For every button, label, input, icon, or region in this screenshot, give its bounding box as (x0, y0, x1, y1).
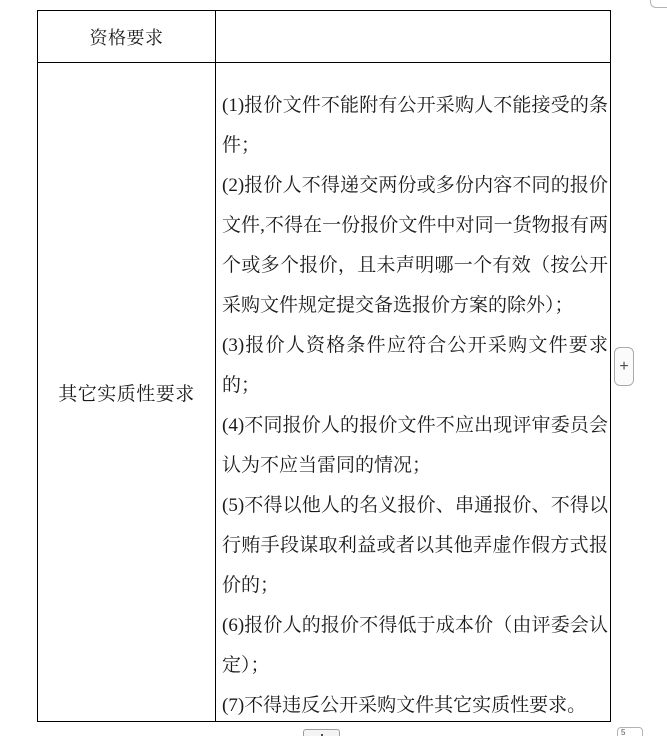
requirement-item: (3)报价人资格条件应符合公开采购文件要求的； (222, 335, 608, 396)
requirement-item: (7)不得违反公开采购文件其它实质性要求。 (222, 695, 587, 716)
insert-row-button-partial[interactable] (303, 729, 340, 736)
requirements-table (37, 10, 611, 722)
qualification-requirements-label: 资格要求 (89, 27, 164, 48)
insert-plus-button[interactable] (614, 347, 634, 386)
other-substantive-requirements-header-cell (38, 63, 216, 721)
plus-icon: + (619, 357, 629, 375)
scroll-up-button-partial[interactable] (650, 0, 667, 8)
requirement-item: (2)报价人不得递交两份或多份内容不同的报价文件,不得在一份报价文件中对同一货物报有两个或多个报价，且未声明哪一个有效（按公开采购文件规定提交备选报价方案的除外）； (222, 175, 608, 316)
other-substantive-requirements-list-cell (216, 63, 610, 721)
requirement-item: (1)报价文件不能附有公开采购人不能接受的条件； (222, 95, 608, 156)
requirement-item: (6)报价人的报价不得低于成本价（由评委会认定）； (222, 615, 608, 676)
corner-glyph-icon: 5 (621, 728, 626, 736)
qualification-requirements-header-cell (38, 11, 216, 63)
requirement-item: (4)不同报价人的报价文件不应出现评审委员会认为不应当雷同的情况； (222, 415, 608, 476)
other-substantive-requirements-label: 其它实质性要求 (58, 383, 195, 405)
corner-button-partial[interactable] (617, 727, 643, 736)
requirement-item: (5)不得以他人的名义报价、串通报价、不得以行贿手段谋取利益或者以其他弄虚作假方式报价的； (222, 495, 608, 596)
qualification-requirements-value-cell (216, 11, 610, 63)
